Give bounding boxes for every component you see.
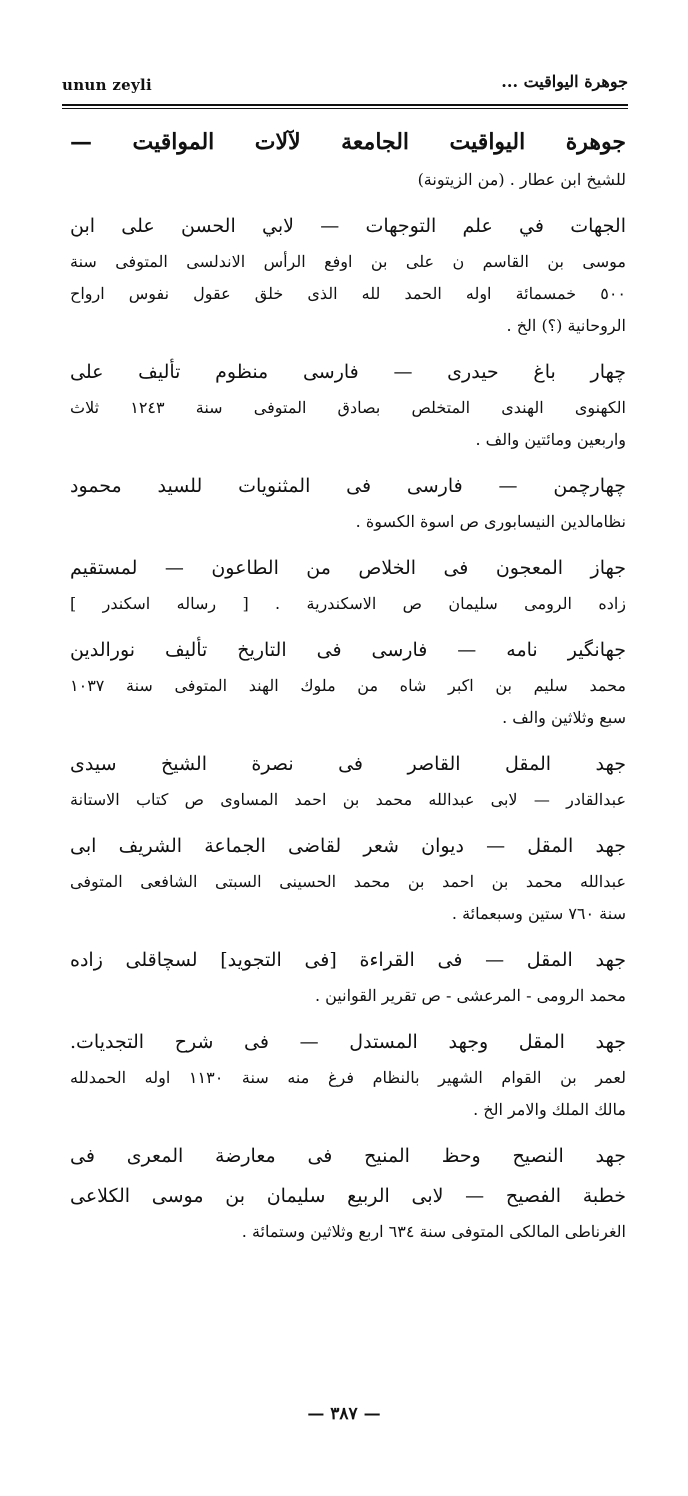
- entry-line: جهد المقل — ديوان شعر لقاضى الجماعة الشريف ابى: [70, 835, 626, 857]
- entry-line: للشيخ ابن عطار . (من الزيتونة): [417, 170, 626, 189]
- entry-line: الجهات في علم التوجهات — لابي الحسن على ابن: [70, 215, 626, 237]
- entry-line: محمد سليم بن اكبر شاه من ملوك الهند المتوفى سنة ١٠٣٧: [70, 676, 626, 695]
- entry-line: جهد المقل وجهد المستدل — فى شرح التجديات.: [70, 1031, 626, 1053]
- entry-line: عبدالله محمد بن احمد بن محمد الحسينى السبتى الشافعى المتوفى: [70, 872, 626, 891]
- entry-line: الغرناطى المالكى المتوفى سنة ٦٣٤ اربع وثلاثين وستمائة .: [241, 1222, 626, 1241]
- entry-line: جهد المقل القاصر فى نصرة الشيخ سيدى: [70, 753, 626, 775]
- entry-line: لعمر بن القوام الشهير بالنظام فرغ منه سنة ١١٣٠ اوله الحمدلله: [70, 1068, 626, 1087]
- entry-line: جهد المقل — فى القراءة [فى التجويد] لسچاقلى زاده: [70, 949, 626, 971]
- entry-al-jihat: [70, 206, 626, 342]
- entry-line: جهد النصيح وحظ المنيح فى معارضة المعرى فى: [70, 1145, 626, 1167]
- page-number: — ٣٨٧ —: [307, 1404, 381, 1424]
- entry-line: جوهرة اليواقيت الجامعة لآلات المواقيت —: [70, 129, 626, 155]
- entry-line: نظامالدين النيسابورى ص اسوة الكسوة .: [355, 512, 626, 531]
- entry-jahd-al-nasih: [70, 1136, 626, 1248]
- entry-line: عبدالقادر — لابى عبدالله محمد بن احمد المساوى ص كتاب الاستانة: [70, 790, 626, 809]
- entry-line: جهانگير نامه — فارسى فى التاريخ تأليف نورالدين: [70, 639, 626, 661]
- entry-line: مالك الملك والامر الخ .: [473, 1100, 626, 1119]
- entry-line: واربعين ومائتين والف .: [475, 430, 626, 449]
- entries-body: [70, 120, 626, 1258]
- entry-jahd-al-muqill-al-qasir: [70, 744, 626, 816]
- entry-line: محمد الرومى - المرعشى - ص تقرير القوانين .: [314, 986, 626, 1005]
- entry-line: خطبة الفصيح — لابى الربيع سليمان بن موسى الكلاعى: [70, 1185, 626, 1207]
- header-left-label: unun zeyli: [62, 76, 153, 94]
- running-title: جوهرة اليواقيت ...: [501, 72, 628, 91]
- entry-jawharat-al-yawaqit: [70, 120, 626, 196]
- entry-line: چهارچمن — فارسى فى المثنويات للسيد محمود: [70, 475, 626, 497]
- entry-line: موسى بن القاسم ن على بن اوفع الرأس الاندلسى المتوفى سنة: [70, 252, 626, 271]
- entry-line: سبع وثلاثين والف .: [502, 708, 626, 727]
- entry-line: الكهنوى الهندى المتخلص بصادق المتوفى سنة ١٢٤٣ ثلاث: [70, 398, 626, 417]
- entry-jahangir-nama: [70, 630, 626, 734]
- entry-chahar-chaman: [70, 466, 626, 538]
- header-rule-thin: [62, 108, 628, 109]
- entry-line: ٥٠٠ خمسمائة اوله الحمد لله الذى خلق عقول نفوس ارواح: [70, 284, 626, 303]
- entry-line: الروحانية (؟) الخ .: [506, 316, 626, 335]
- entry-line: جهاز المعجون فى الخلاص من الطاعون — لمستقيم: [70, 557, 626, 579]
- entry-line: سنة ٧٦٠ ستين وسبعمائة .: [451, 904, 626, 923]
- entry-chahar-bagh: [70, 352, 626, 456]
- entry-jahd-al-muqill-mustadill: [70, 1022, 626, 1126]
- entry-line: چهار باغ حيدرى — فارسى منظوم تأليف على: [70, 361, 626, 383]
- entry-jahd-al-muqill-qiraa: [70, 940, 626, 1012]
- header-rule-thick: [62, 104, 628, 106]
- running-header: [62, 72, 628, 102]
- entry-line: زاده الرومى سليمان ص الاسكندرية . [ رساله اسكندر ]: [70, 594, 626, 613]
- entry-jihaz-al-majun: [70, 548, 626, 620]
- entry-jahd-al-muqill-diwan: [70, 826, 626, 930]
